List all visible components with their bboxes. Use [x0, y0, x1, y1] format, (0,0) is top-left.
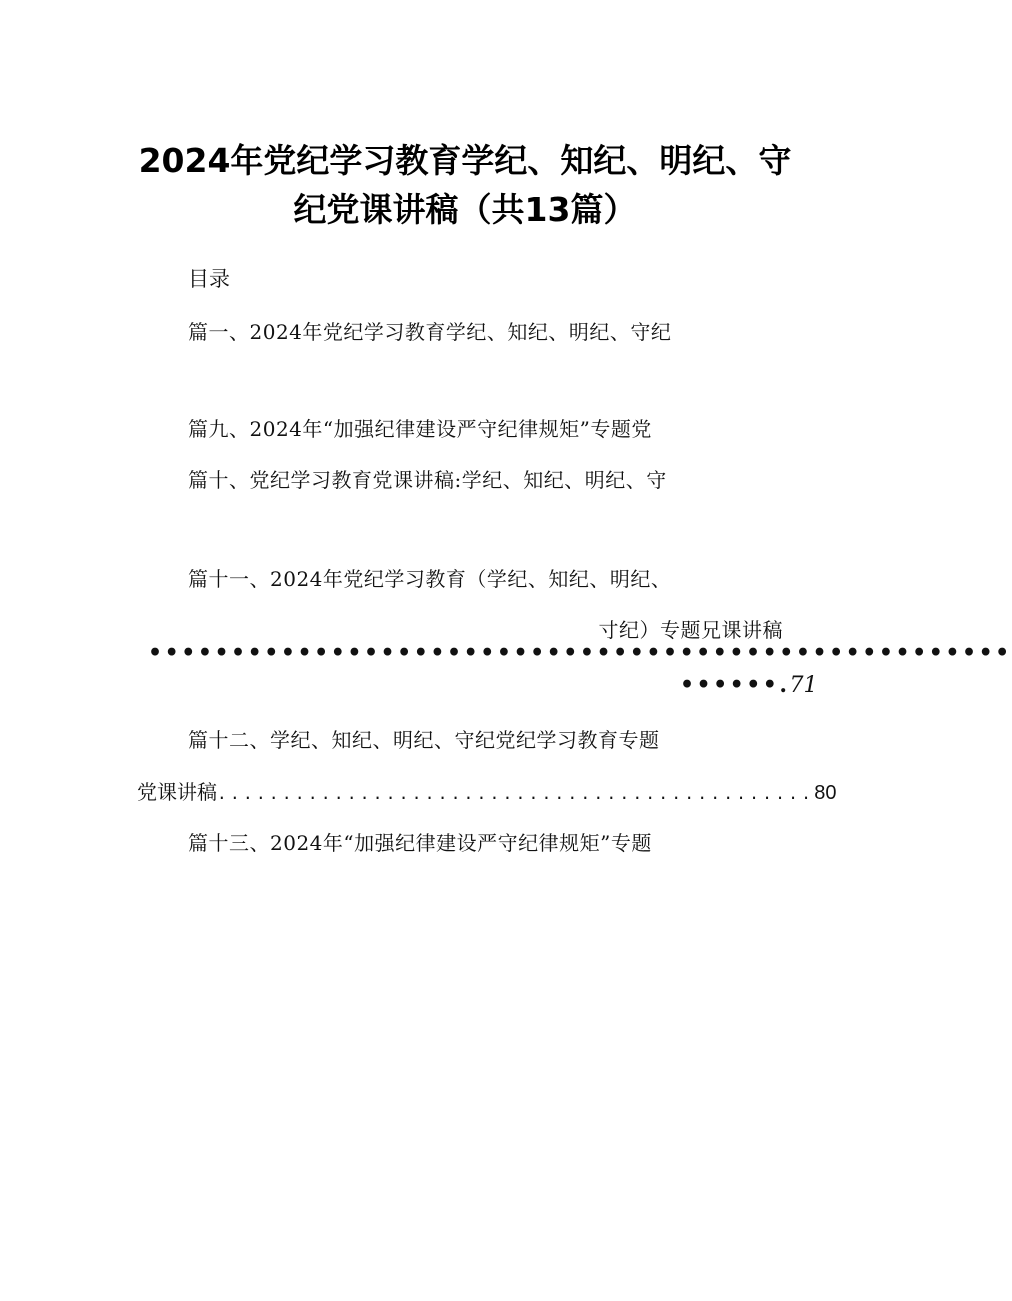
toc-entry-12-continuation-line[interactable]: [137, 776, 836, 805]
toc-entry-12-page-number: 80: [814, 782, 837, 804]
toc-entry-9[interactable]: 篇九、2024年“加强纪律建设严守纪律规矩”专题党: [188, 417, 652, 441]
toc-entry-11-leader: ••••••••••••••••••••••••••••••••••••••••••••••••••••: [148, 640, 1012, 666]
document-title-line-1: 2024年党纪学习教育学纪、知纪、明纪、守: [138, 141, 792, 180]
toc-entry-11-leader-tail: ••••••.: [680, 672, 790, 698]
toc-entry-11-leader-end: [680, 672, 818, 698]
toc-entry-10[interactable]: 篇十、党纪学习教育党课讲稿:学纪、知纪、明纪、守: [188, 468, 667, 492]
toc-entry-11-page-number: 71: [789, 673, 818, 698]
toc-entry-12[interactable]: 篇十二、学纪、知纪、明纪、守纪党纪学习教育专题: [188, 728, 660, 752]
toc-entry-11[interactable]: 篇十一、2024年党纪学习教育（学纪、知纪、明纪、: [188, 567, 672, 591]
document-title-line-2: 纪党课讲稿（共13篇）: [293, 190, 637, 229]
toc-entry-1[interactable]: 篇一、2024年党纪学习教育学纪、知纪、明纪、守纪: [188, 320, 672, 344]
toc-entry-11-continuation[interactable]: 寸纪）专题兄课讲稿: [598, 618, 783, 642]
toc-heading: 目录: [188, 267, 230, 291]
toc-entry-13[interactable]: 篇十三、2024年“加强纪律建设严守纪律规矩”专题: [188, 831, 652, 855]
toc-entry-12-leader: ..............................................: [217, 784, 815, 803]
toc-entry-12-continuation: 党课讲稿: [137, 780, 217, 804]
